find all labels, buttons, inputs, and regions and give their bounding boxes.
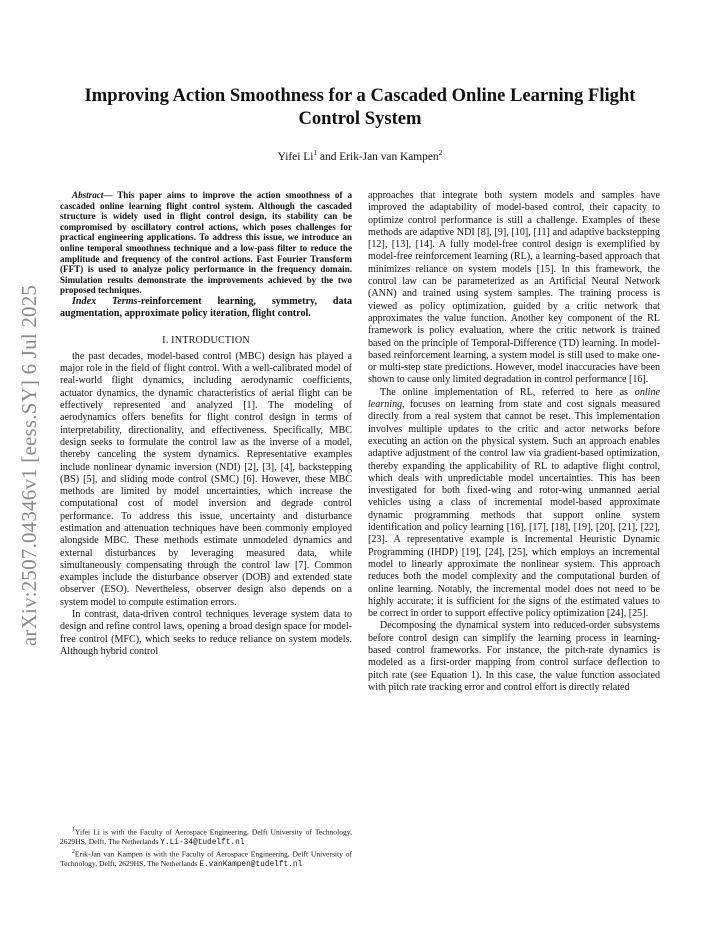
- author-separator: and: [317, 150, 340, 163]
- intro-paragraph-3: approaches that integrate both system models and samples have improved the adaptability of model-based control, their capacity to optimize control performance is still a challenge. Examples of these methods are adaptive NDI [8], [9], [10], [11] and adaptive backstepping [12], [13], [14]. A fully model-free control design is exemplified by model-free reinforcement learning (RL), a learning-based approach that minimizes reliance on system models [15]. In this framework, the control law can be parameterized as an Artificial Neural Network (ANN) and trained using system samples. The training process is viewed as policy optimization, guided by a critic network that approximates the value function. Another key component of the RL framework is policy evaluation, where the critic network is trained based on the principle of Temporal-Difference (TD) learning. In model-based reinforcement learning, a system model is still used to make one- or multi-step state predictions. However, model inaccuracies have been shown to cause only limited degradation in control performance [16].: [368, 190, 660, 386]
- footnote-2-email: E.vanKampen@tudelft.nl: [199, 861, 303, 870]
- footnotes: [60, 826, 352, 871]
- footnote-1-mark: 1: [72, 827, 75, 833]
- index-terms: [60, 296, 352, 321]
- index-terms-text: -reinforcement learning, symmetry, data augmentation, approximate policy iteration, flight control.: [60, 295, 352, 320]
- right-column: [368, 190, 660, 694]
- author-2-affiliation-mark: 2: [438, 148, 443, 157]
- section-heading-introduction: I. INTRODUCTION: [162, 334, 250, 346]
- arxiv-stamp: [12, 255, 48, 675]
- footnote-2: [60, 848, 352, 870]
- footnote-1-text: Yifei Li is with the Faculty of Aerospace Engineering, Delft University of Technology, 2629HS, Delft, The Netherlands: [60, 827, 352, 846]
- intro-paragraph-5: Decomposing the dynamical system into reduced-order subsystems before control design can simplify the learning process in learning-based control frameworks. For instance, the pitch-rate dynamics is modeled as a first-order mapping from control surface deflection to pitch rate (see Equation 1). In this case, the value function associated with pitch rate tracking error and control effort is directly related: [368, 620, 660, 693]
- online-learning-term: online learning: [368, 386, 660, 411]
- author-1: Yifei Li: [277, 150, 314, 163]
- intro-paragraph-1: the past decades, model-based control (MBC) design has played a major role in the field of flight control. With a well-calibrated model of real-world flight dynamics, including aerodynamic coefficients, actuator dynamics, the dynamic characteristics of aerial flight can be effectively represented and analyzed [1]. The modeling of aerodynamics offers benefits for flight control design in terms of interpretability, directionality, and effectiveness. Specifically, MBC design seeks to formulate the control law as the inverse of a model, thereby canceling the system dynamics. Representative examples include nonlinear dynamic inversion (NDI) [2], [3], [4], backstepping (BS) [5], and sliding mode control (SMC) [6]. However, these MBC methods are limited by model uncertainties, which increase the computational cost of model inversion and degrade control performance. To address this issue, uncertainty and disturbance estimation and attenuation techniques have been commonly employed alongside MBC. These methods estimate unmodeled dynamics and external disturbances by leveraging measured data, while simultaneously compensating through the control law [7]. Common examples include the disturbance observer (DOB) and extended state observer (ESO). Nevertheless, observer design also depends on a system model to compute estimation errors.: [60, 350, 352, 608]
- author-line: [60, 148, 660, 163]
- footnote-1: [60, 826, 352, 848]
- author-1-affiliation-mark: 1: [313, 148, 318, 157]
- intro-paragraph-4: [368, 387, 660, 621]
- abstract-dash: —: [103, 190, 118, 200]
- author-2: Erik-Jan van Kampen: [339, 150, 439, 163]
- arxiv-identifier: arXiv:2507.04346v1 [eess.SY] 6 Jul 2025: [17, 284, 42, 646]
- footnote-2-mark: 2: [72, 849, 75, 856]
- footnote-2-text: Erik-Jan van Kampen is with the Faculty of Aerospace Engineering, Delft University of Technology, Delft, 2629HS, The Netherlands: [60, 849, 352, 869]
- paragraph-text: , focuses on learning from state and cost signals measured directly from a real system that cannot be reset. This implementation involves multiple updates to the critic and actor networks before executing an action on the physical system. Such an approach enables adaptive adjustment of the control law via gradient-based optimization, thereby expanding the applicability of RL to adaptive flight control, which deals with unpredictable model uncertainties. This has been investigated for both fixed-wing and rotor-wing unmanned aerial vehicles using a class of incremental model-based approximate dynamic programming methods that support online system identification and policy learning [16], [17], [18], [19], [20], [21], [22], [23]. A representative example is Incremental Heuristic Dynamic Programming (IHDP) [19], [24], [25], which employs an incremental model to linearly approximate the nonlinear system. This approach reduces both the model complexity and the computational burden of online learning. Notably, the incremental model does not need to be highly accurate; it is sufficient for the signs of the estimated values to be correct in order to support effective policy optimization [24], [25].: [368, 399, 660, 620]
- abstract-label: Abstract: [72, 190, 104, 200]
- paragraph-text: The online implementation of RL, referred to here as: [380, 386, 635, 398]
- left-column: [60, 190, 352, 658]
- index-terms-label: Index Terms: [72, 295, 138, 307]
- paper-title: Improving Action Smoothness for a Cascaded Online Learning Flight Control System: [84, 85, 636, 129]
- abstract: [60, 190, 352, 296]
- abstract-text: This paper aims to improve the action smoothness of a cascaded online learning flight control system. Although the cascaded structure is widely used in flight control design, its stability can be compromised by oscillatory control actions, which poses challenges for practical engineering applications. To address this issue, we introduce an online temporal smoothness technique and a low-pass filter to reduce the amplitude and frequency of the control actions. Fast Fourier Transform (FFT) is used to analyze policy performance in the frequency domain. Simulation results demonstrate the improvements achieved by the two proposed techniques.: [60, 190, 352, 296]
- footnote-1-email: Y.Li-34@tudelft.nl: [160, 838, 245, 847]
- intro-paragraph-2: In contrast, data-driven control techniques leverage system data to design and refine control laws, opening a broad design space for model-free control (MFC), which seeks to reduce reliance on system models. Although hybrid control: [60, 609, 352, 657]
